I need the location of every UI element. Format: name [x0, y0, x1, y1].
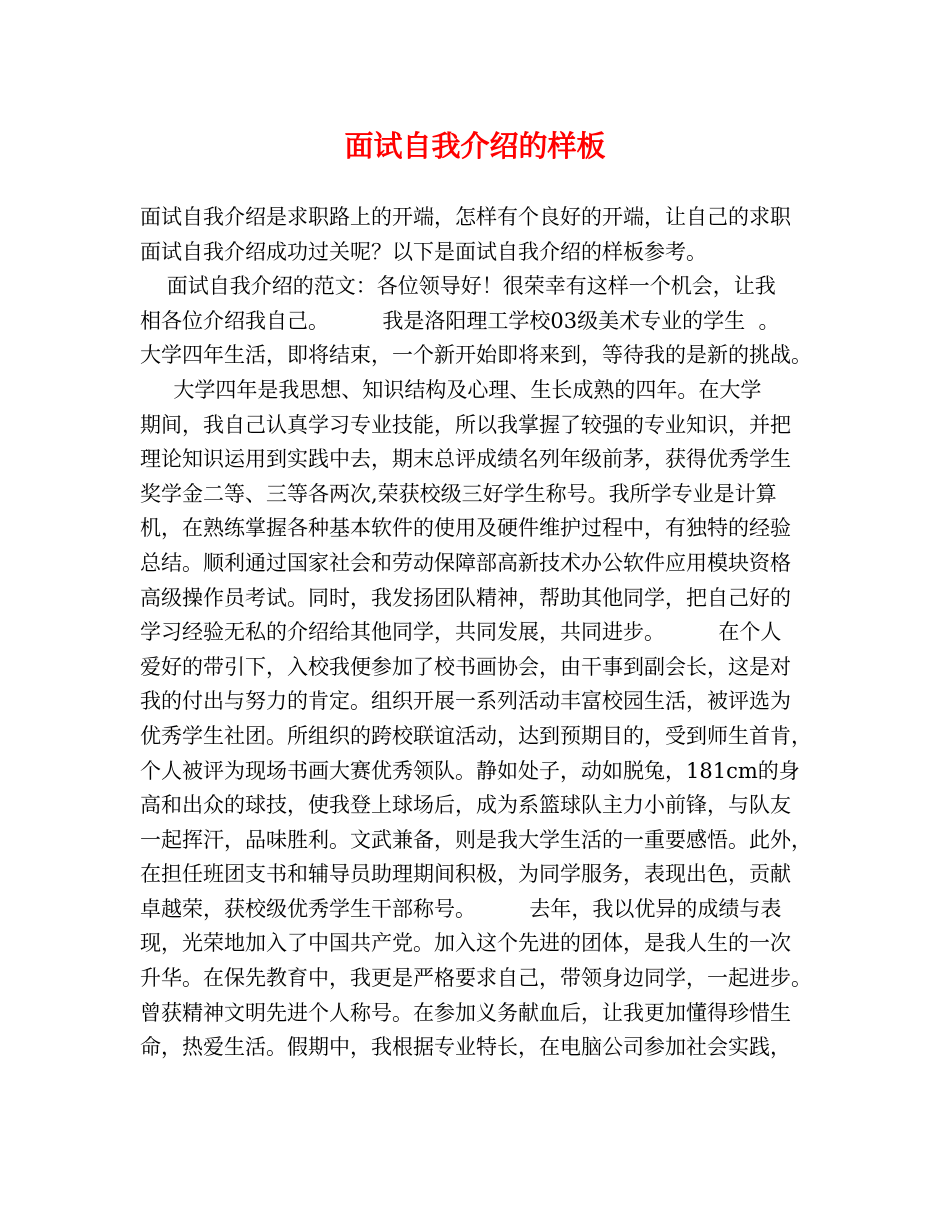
body-line: 一起挥汗，品味胜利。文武兼备，则是我大学生活的一重要感悟。此外，	[140, 827, 812, 852]
body-line: 奖学金二等、三等各两次,荣获校级三好学生称号。我所学专业是计算	[140, 481, 777, 506]
body-line: 理论知识运用到实践中去，期末总评成绩名列年级前茅，获得优秀学生	[140, 447, 791, 472]
body-line: 大学四年生活，即将结束，一个新开始即将来到，等待我的是新的挑战。	[140, 343, 812, 368]
document-title: 面试自我介绍的样板	[344, 129, 606, 163]
document-body	[140, 200, 830, 1065]
body-line: 卓越荣，获校级优秀学生干部称号。 去年，我以优异的成绩与表	[140, 896, 782, 921]
body-line: 曾获精神文明先进个人称号。在参加义务献血后，让我更加懂得珍惜生	[140, 1000, 791, 1025]
body-line: 面试自我介绍是求职路上的开端，怎样有个良好的开端，让自己的求职	[140, 205, 791, 229]
body-line: 高级操作员考试。同时，我发扬团队精神，帮助其他同学，把自己好的	[140, 585, 791, 610]
body-line: 面试自我介绍的范文：各位领导好！很荣幸有这样一个机会，让我	[140, 274, 776, 299]
body-line: 爱好的带引下，入校我便参加了校书画协会，由干事到副会长，这是对	[140, 654, 791, 679]
body-line: 在担任班团支书和辅导员助理期间积极，为同学服务，表现出色，贡献	[140, 862, 791, 887]
body-line: 命，热爱生活。假期中，我根据专业特长，在电脑公司参加社会实践，	[140, 1035, 791, 1060]
body-line: 高和出众的球技，使我登上球场后，成为系篮球队主力小前锋，与队友	[140, 793, 791, 818]
body-line: 总结。顺利通过国家社会和劳动保障部高新技术办公软件应用模块资格	[140, 550, 791, 575]
body-line: 大学四年是我思想、知识结构及心理、生长成熟的四年。在大学	[140, 377, 762, 402]
body-line: 个人被评为现场书画大赛优秀领队。静如处子，动如脱兔，181cm的身	[140, 758, 800, 783]
body-line: 学习经验无私的介绍给其他同学，共同发展，共同进步。 在个人	[140, 620, 782, 645]
body-line: 期间，我自己认真学习专业技能，所以我掌握了较强的专业知识，并把	[140, 412, 791, 437]
body-line: 机，在熟练掌握各种基本软件的使用及硬件维护过程中，有独特的经验	[140, 516, 791, 541]
body-line: 优秀学生社团。所组织的跨校联谊活动，达到预期目的，受到师生首肯，	[140, 723, 812, 748]
body-line: 升华。在保先教育中，我更是严格要求自己，带领身边同学，一起进步。	[140, 966, 812, 991]
body-line: 相各位介绍我自己。 我是洛阳理工学校03级美术专业的学生 。	[140, 308, 780, 333]
body-line: 面试自我介绍成功过关呢？以下是面试自我介绍的样板参考。	[140, 239, 707, 264]
body-line: 现，光荣地加入了中国共产党。加入这个先进的团体，是我人生的一次	[140, 931, 791, 956]
body-line: 我的付出与努力的肯定。组织开展一系列活动丰富校园生活，被评选为	[140, 689, 791, 714]
